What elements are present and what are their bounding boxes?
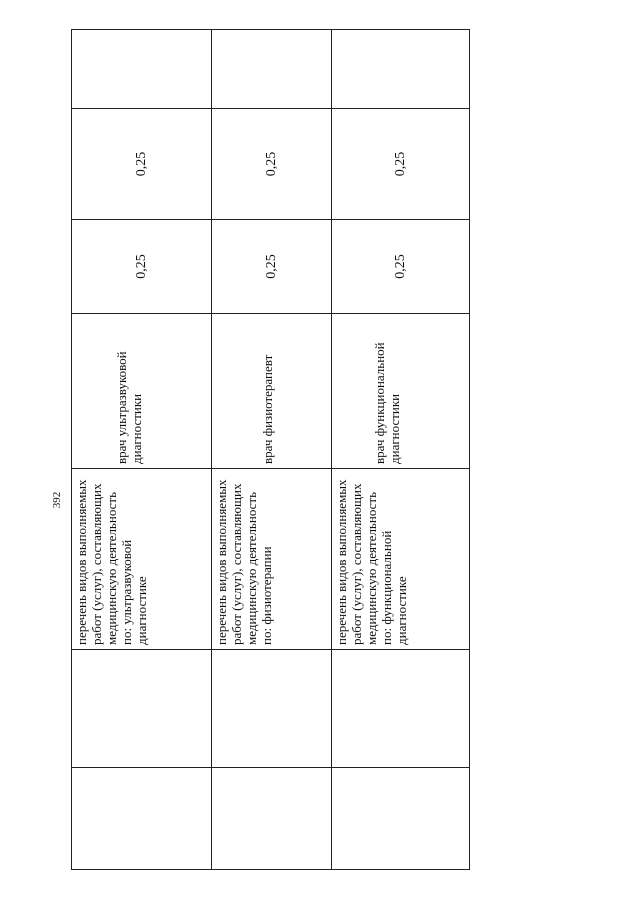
value-cell: 0,25 (332, 220, 470, 314)
empty-cell (332, 650, 470, 768)
empty-cell (72, 768, 212, 870)
position-cell: врач физиотерапевт (212, 314, 332, 469)
empty-cell (212, 30, 332, 109)
value-cell: 0,25 (212, 220, 332, 314)
value-cell: 0,25 (212, 109, 332, 220)
work-list-cell: перечень видов выполняемых работ (услуг), составляющих медицинскую деятельность по: физиотерапии (212, 469, 332, 650)
empty-cell (212, 768, 332, 870)
work-list-cell: перечень видов выполняемых работ (услуг), составляющих медицинскую деятельность по: функциональной диагностике (332, 469, 470, 650)
position-cell: врач ультразвуковой диагностики (72, 314, 212, 469)
table-row (72, 30, 212, 870)
empty-cell (332, 30, 470, 109)
table-row (332, 30, 470, 870)
page-number: 392 (51, 491, 63, 509)
empty-cell (72, 650, 212, 768)
staffing-table (71, 30, 469, 870)
empty-cell (72, 30, 212, 109)
value-cell: 0,25 (72, 109, 212, 220)
empty-cell (332, 768, 470, 870)
staffing-table-grid (71, 29, 470, 870)
value-cell: 0,25 (332, 109, 470, 220)
table-row (212, 30, 332, 870)
work-list-cell: перечень видов выполняемых работ (услуг), составляющих медицинскую деятельность по: ультразвуковой диагностике (72, 469, 212, 650)
position-cell: врач функциональной диагностики (332, 314, 470, 469)
empty-cell (212, 650, 332, 768)
value-cell: 0,25 (72, 220, 212, 314)
